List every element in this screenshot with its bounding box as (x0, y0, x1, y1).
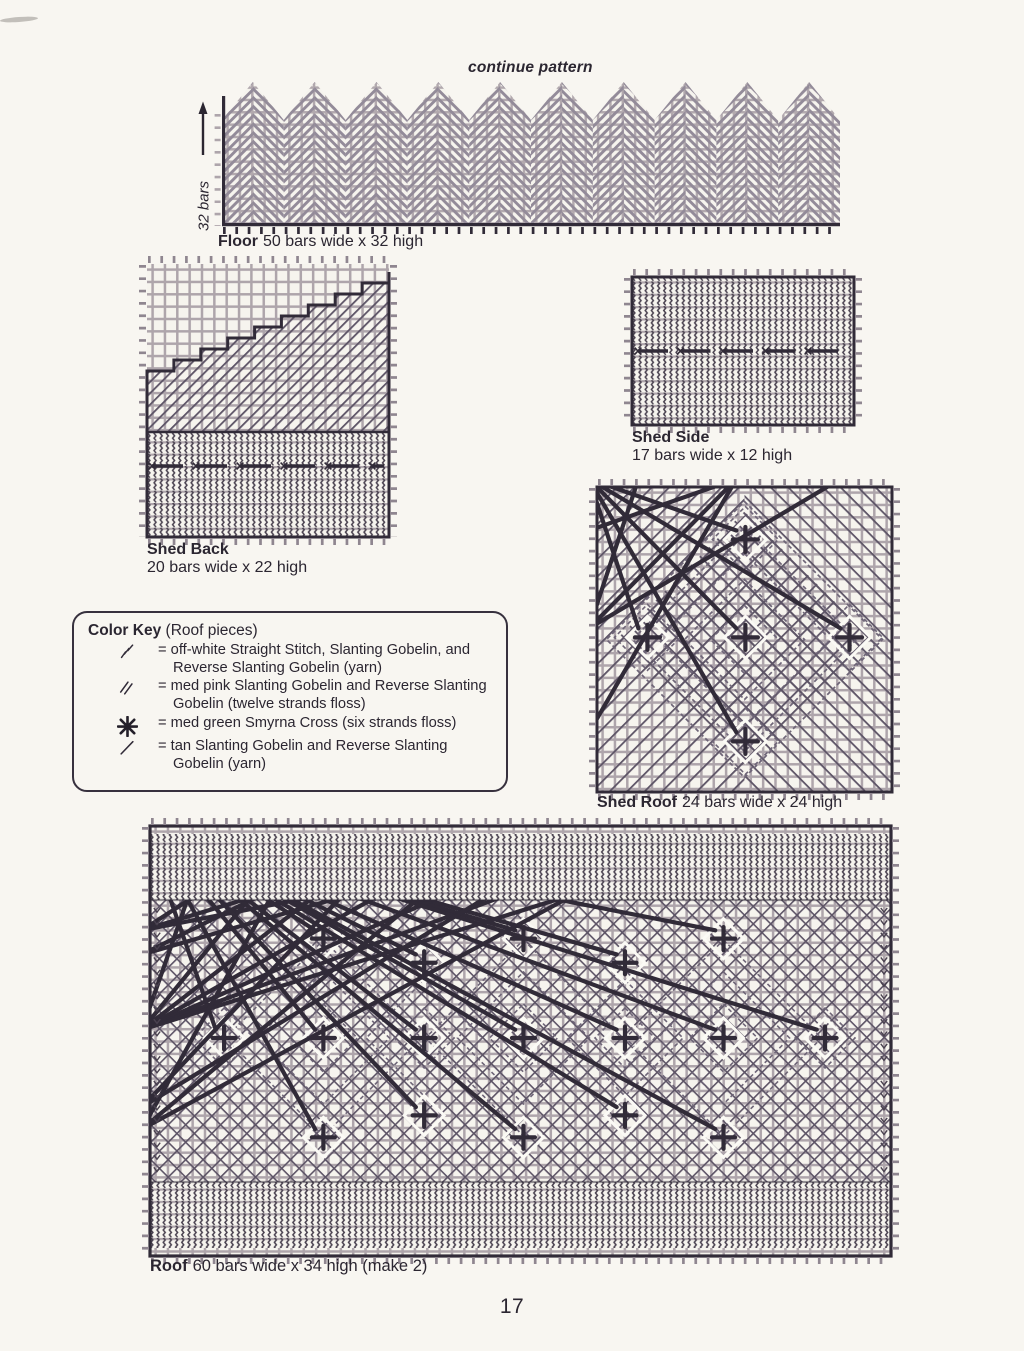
shed-side-size: 17 bars wide x 12 high (632, 447, 793, 465)
shed-roof-chart (589, 479, 901, 801)
key-entry-medgreen-text: = med green Smyrna Cross (six strands floss) (158, 715, 457, 732)
shed-side-caption (632, 429, 792, 465)
shed-side-label: Shed Side (632, 429, 710, 446)
floor-size: 50 bars wide x 32 high (263, 233, 424, 250)
key-entry-medpink (88, 678, 494, 714)
key-entry-tan (88, 738, 494, 774)
color-key-scope: (Roof pieces) (165, 622, 258, 639)
double-slash-icon (110, 678, 144, 697)
page-number: 17 (499, 1295, 525, 1318)
floor-caption (218, 233, 423, 251)
color-key (72, 611, 508, 792)
shed-roof-label: Shed Roof (597, 794, 677, 811)
up-arrow-head (199, 102, 208, 115)
shed-back-chart (139, 256, 399, 548)
key-entry-tan-text: = tan Slanting Gobelin and Reverse Slanting Gobelin (yarn) (158, 738, 448, 773)
floor-axis-label: 32 bars (195, 180, 213, 231)
roof-label: Roof (150, 1257, 188, 1275)
shed-back-label: Shed Back (147, 541, 229, 558)
continue-pattern-note: continue pattern (468, 59, 593, 76)
slash-icon (110, 738, 144, 757)
roof-size: 60 bars wide x 34 high (make 2) (192, 1257, 428, 1275)
key-entry-offwhite (88, 642, 494, 678)
roof-chart (142, 818, 900, 1265)
shed-roof-size: 24 bars wide x 24 high (682, 794, 843, 811)
scan-artifact (0, 16, 38, 24)
floor-chart (214, 74, 848, 242)
smyrna-cross-icon (110, 715, 144, 737)
key-entry-offwhite-text: = off-white Straight Stitch, Slanting Gobelin, and Reverse Slanting Gobelin (yarn) (158, 641, 471, 676)
key-entry-medgreen (88, 715, 494, 737)
key-entry-medpink-text: = med pink Slanting Gobelin and Reverse Slanting Gobelin (twelve strands floss) (158, 678, 487, 713)
floor-label: Floor (218, 233, 258, 250)
shed-back-caption (147, 541, 307, 577)
color-key-title (88, 622, 494, 641)
shed-roof-caption (597, 794, 842, 812)
shed-back-size: 20 bars wide x 22 high (147, 559, 308, 577)
roof-caption (150, 1257, 427, 1276)
straight-stitch-icon (110, 642, 144, 660)
shed-side-chart (624, 269, 864, 435)
color-key-title-text: Color Key (88, 622, 162, 639)
